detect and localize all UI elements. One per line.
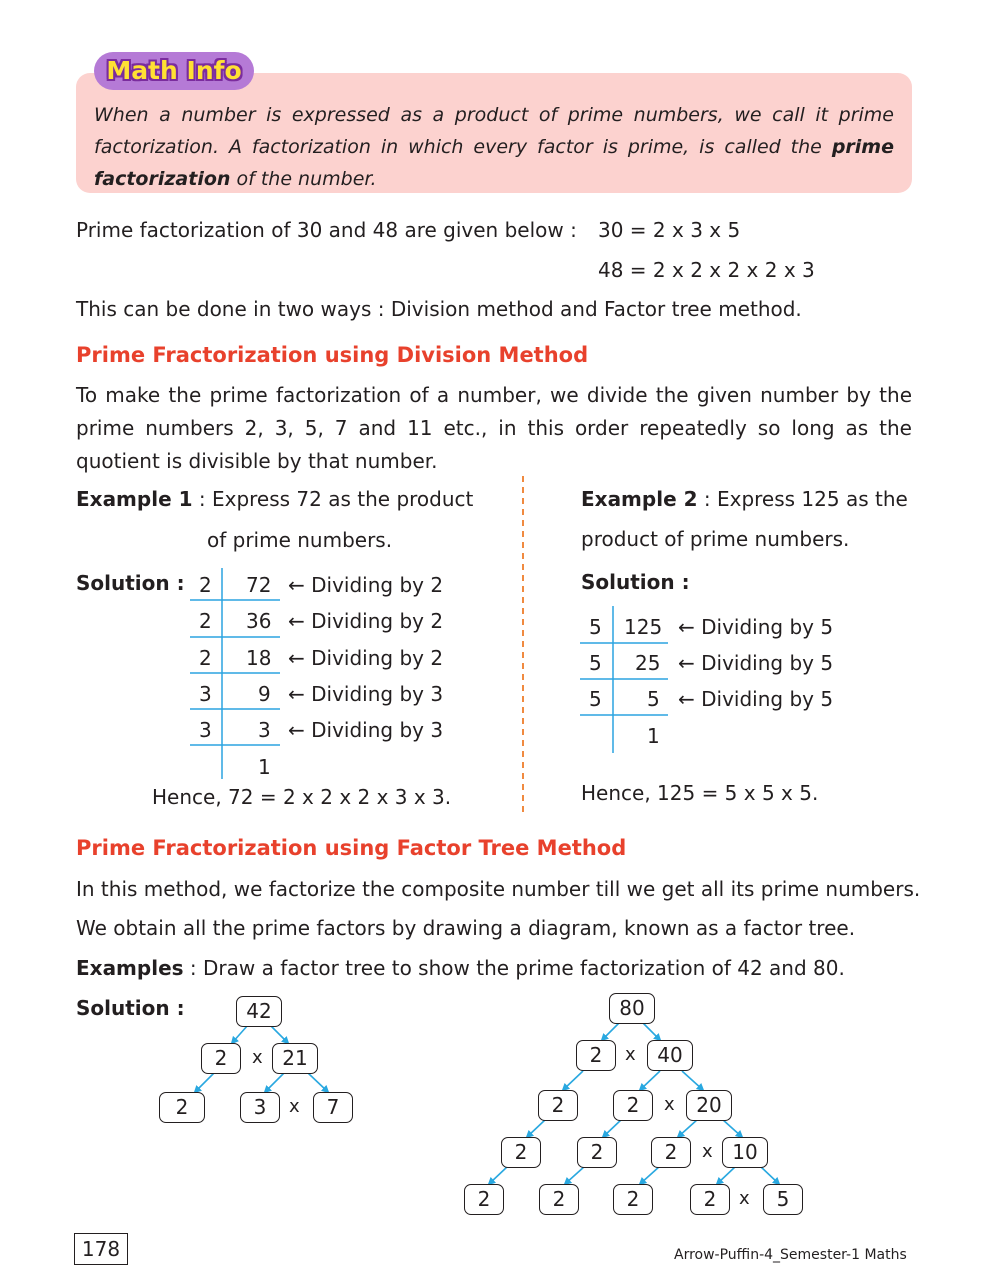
tree80-node-2g: 2 [464, 1184, 504, 1215]
ex2-divisor-1: 5 [589, 615, 602, 639]
tree42-cross-2: x [289, 1096, 300, 1117]
ex2-note-1-text: Dividing by 5 [701, 615, 834, 639]
ex1-value-2: 36 [246, 609, 272, 633]
ex2-division-rules [580, 606, 668, 753]
examples-text: : Draw a factor tree to show the prime factorization of 42 and 80. [183, 956, 845, 980]
example1-answer: Hence, 72 = 2 x 2 x 2 x 3 x 3. [152, 785, 452, 809]
math-info-text-part1: When a number is expressed as a product of prime numbers, we call it prime factorization. A factorization in which every factor is prime, is called the [94, 104, 894, 158]
ex1-note-5-text: Dividing by 3 [311, 718, 444, 742]
ex1-last-quotient: 1 [258, 755, 271, 779]
example2-text2: product of prime numbers. [581, 527, 850, 551]
tree42-cross-1: x [252, 1047, 263, 1068]
methods-line: This can be done in two ways : Division method and Factor tree method. [76, 297, 802, 321]
tree42-node-3: 3 [240, 1092, 280, 1123]
ex1-value-1: 72 [246, 573, 272, 597]
math-info-title: Math Info [106, 56, 242, 85]
example1-text2: of prime numbers. [207, 528, 393, 552]
division-paragraph: To make the prime factorization of a number, we divide the given number by the prime numbers 2, 3, 5, 7 and 11 etc., in this order repeatedly so long as the quotient is divisible by that number. [76, 383, 912, 473]
ex1-note-4-text: Dividing by 3 [311, 682, 444, 706]
ex1-note-1-text: Dividing by 2 [311, 573, 444, 597]
ex1-divisor-3: 2 [199, 646, 212, 670]
tree80-node-2a: 2 [576, 1040, 616, 1071]
example2-answer: Hence, 125 = 5 x 5 x 5. [581, 781, 819, 805]
tree42-node-21: 21 [272, 1043, 318, 1074]
ex2-last-quotient: 1 [647, 724, 660, 748]
ex2-value-1: 125 [624, 615, 663, 639]
intro-line: Prime factorization of 30 and 48 are given below : [76, 218, 577, 242]
tree80-node-10: 10 [722, 1137, 768, 1168]
ex2-note-1: ← Dividing by 5 [678, 615, 834, 639]
ex2-note-2: ← Dividing by 5 [678, 651, 834, 675]
math-info-bold-term: prime factorization [94, 136, 894, 190]
tree80-node-2i: 2 [613, 1184, 653, 1215]
ex1-note-4: ← Dividing by 3 [288, 682, 444, 706]
ex2-value-3: 5 [647, 687, 660, 711]
tree80-node-2e: 2 [577, 1137, 617, 1168]
ex2-divisor-3: 5 [589, 687, 602, 711]
examples-label: Examples [76, 956, 184, 980]
tree80-node-20: 20 [686, 1090, 732, 1121]
ex1-note-5: ← Dividing by 3 [288, 718, 444, 742]
ex2-note-2-text: Dividing by 5 [701, 651, 834, 675]
ex1-divisor-4: 3 [199, 682, 212, 706]
ex2-note-3: ← Dividing by 5 [678, 687, 834, 711]
ex1-note-2-text: Dividing by 2 [311, 609, 444, 633]
division-heading: Prime Fractorization using Division Method [76, 343, 589, 367]
factor-tree-line1: In this method, we factorize the composite number till we get all its prime numbers. [76, 877, 921, 901]
ex2-value-2: 25 [635, 651, 661, 675]
tree80-node-2d: 2 [501, 1137, 541, 1168]
tree80-cross-4: x [739, 1188, 750, 1209]
ex2-divisor-2: 5 [589, 651, 602, 675]
example2-solution-label: Solution : [581, 570, 690, 594]
tree42-node-2b: 2 [159, 1092, 205, 1123]
math-info-text-part2: of the number. [230, 168, 377, 190]
tree80-node-2h: 2 [539, 1184, 579, 1215]
ex1-note-2: ← Dividing by 2 [288, 609, 444, 633]
tree80-node-2b: 2 [538, 1090, 578, 1121]
factor-tree-solution-label: Solution : [76, 996, 185, 1020]
tree42-node-42: 42 [236, 996, 282, 1027]
ex1-divisor-5: 3 [199, 718, 212, 742]
ex2-note-3-text: Dividing by 5 [701, 687, 834, 711]
tree80-node-2f: 2 [651, 1137, 691, 1168]
example1-text1: : Express 72 as the product [192, 487, 474, 511]
footer-book-title: Arrow-Puffin-4_Semester-1 Maths [674, 1247, 907, 1263]
equation-30: 30 = 2 x 3 x 5 [598, 218, 741, 242]
factor-tree-line2: We obtain all the prime factors by drawing a diagram, known as a factor tree. [76, 916, 856, 940]
ex1-value-5: 3 [258, 718, 271, 742]
example2-label: Example 2 [581, 487, 698, 511]
factor-tree-heading: Prime Fractorization using Factor Tree Method [76, 836, 627, 860]
tree80-node-40: 40 [647, 1040, 693, 1071]
ex1-value-4: 9 [258, 682, 271, 706]
ex1-divisor-1: 2 [199, 573, 212, 597]
page-number: 178 [74, 1233, 128, 1265]
tree80-node-80: 80 [609, 993, 655, 1024]
ex1-note-1: ← Dividing by 2 [288, 573, 444, 597]
ex1-note-3: ← Dividing by 2 [288, 646, 444, 670]
equation-48: 48 = 2 x 2 x 2 x 2 x 3 [598, 258, 815, 282]
tree42-node-7: 7 [313, 1092, 353, 1123]
ex1-note-3-text: Dividing by 2 [311, 646, 444, 670]
example1-solution-label: Solution : [76, 571, 185, 595]
ex1-divisor-2: 2 [199, 609, 212, 633]
tree80-cross-3: x [702, 1141, 713, 1162]
ex1-division-rules [190, 568, 280, 779]
ex1-value-3: 18 [246, 646, 272, 670]
example2-text1: : Express 125 as the [697, 487, 908, 511]
tree42-node-2a: 2 [201, 1043, 241, 1074]
tree80-node-2j: 2 [690, 1184, 730, 1215]
example1-label: Example 1 [76, 487, 193, 511]
tree80-node-5: 5 [763, 1184, 803, 1215]
tree80-cross-1: x [625, 1044, 636, 1065]
tree80-cross-2: x [664, 1094, 675, 1115]
tree80-node-2c: 2 [613, 1090, 653, 1121]
